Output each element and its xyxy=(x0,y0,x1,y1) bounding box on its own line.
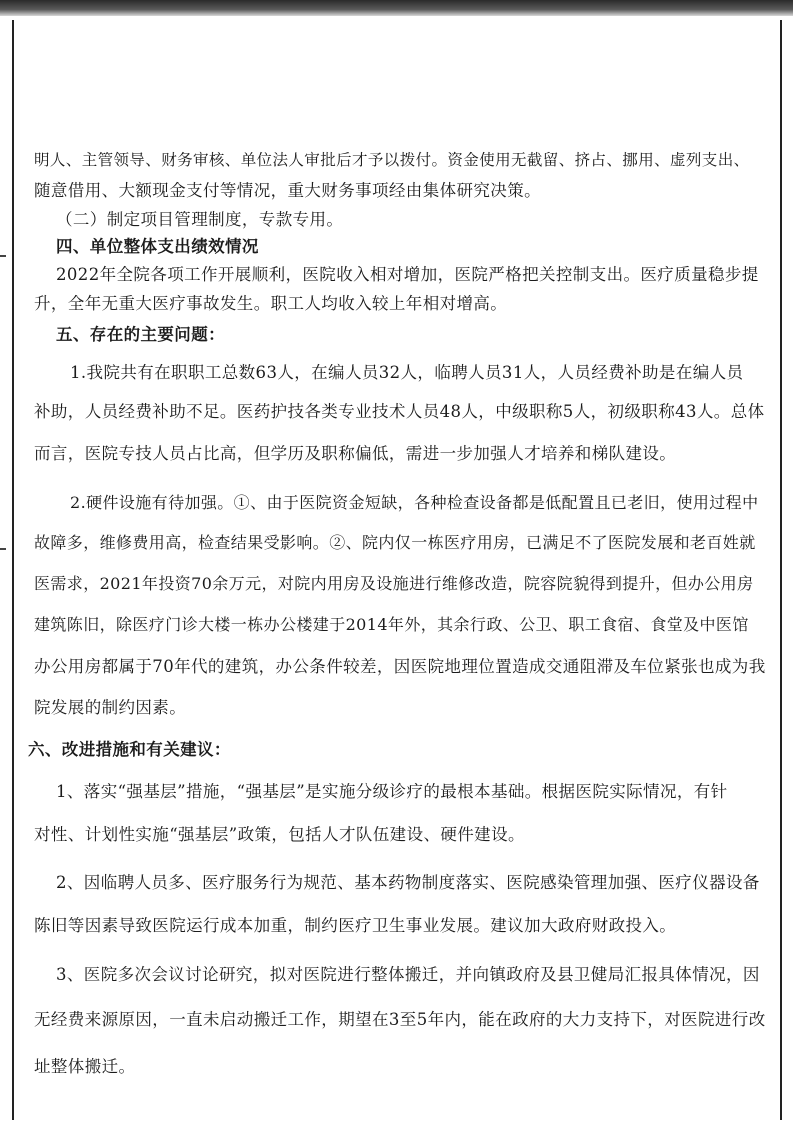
body-line: 补助，人员经费补助不足。医药护技各类专业技术人员48人，中级职称5人，初级职称43人。总体 xyxy=(34,402,765,421)
body-line: 办公用房都属于70年代的建筑，办公条件较差，因医院地理位置造成交通阻滞及车位紧张也成为我 xyxy=(34,657,766,676)
body-line: 3、医院多次会议讨论研究，拟对医院进行整体搬迁，并向镇政府及县卫健局汇报具体情况，因 xyxy=(56,965,760,984)
document-page xyxy=(12,20,782,1120)
body-line: 1.我院共有在职职工总数63人，在编人员32人，临聘人员31人，人员经费补助是在编人员 xyxy=(70,363,744,382)
body-line: 陈旧等因素导致医院运行成本加重，制约医疗卫生事业发展。建议加大政府财政投入。 xyxy=(34,916,677,935)
body-line: 故障多，维修费用高，检查结果受影响。②、院内仅一栋医疗用房，已满足不了医院发展和老百姓就 xyxy=(34,533,756,552)
body-line: 明人、主管领导、财务审核、单位法人审批后才予以拨付。资金使用无截留、挤占、挪用、虚列支出、 xyxy=(34,151,750,169)
margin-mark xyxy=(0,255,6,257)
body-line: 院发展的制约因素。 xyxy=(34,698,187,717)
body-line: 1、落实“强基层”措施，“强基层”是实施分级诊疗的最根本基础。根据医院实际情况，有针 xyxy=(56,782,728,801)
body-line: 升，全年无重大医疗事故发生。职工人均收入较上年相对增高。 xyxy=(34,294,508,313)
margin-mark xyxy=(0,548,6,550)
section-heading: 四、单位整体支出绩效情况 xyxy=(56,237,259,256)
scan-top-edge xyxy=(0,0,793,16)
body-line: 建筑陈旧，除医疗门诊大楼一栋办公楼建于2014年外，其余行政、公卫、职工食宿、食堂及中医馆 xyxy=(34,615,749,634)
section-heading: 六、改进措施和有关建议： xyxy=(28,740,231,759)
body-line: 医需求，2021年投资70余万元，对院内用房及设施进行维修改造，院容院貌得到提升，但办公用房 xyxy=(34,574,754,593)
body-line: 2022年全院各项工作开展顺利，医院收入相对增加，医院严格把关控制支出。医疗质量稳步提 xyxy=(56,265,759,284)
body-line: 址整体搬迁。 xyxy=(34,1057,136,1076)
body-line: 随意借用、大额现金支付等情况，重大财务事项经由集体研究决策。 xyxy=(34,181,541,200)
sub-heading: （二）制定项目管理制度，专款专用。 xyxy=(56,210,344,229)
section-heading: 五、存在的主要问题： xyxy=(56,325,225,344)
body-line: 2、因临聘人员多、医疗服务行为规范、基本药物制度落实、医院感染管理加强、医疗仪器设备 xyxy=(56,873,760,892)
body-line: 而言，医院专技人员占比高，但学历及职称偏低，需进一步加强人才培养和梯队建设。 xyxy=(34,444,677,463)
body-line: 对性、计划性实施“强基层”政策，包括人才队伍建设、硬件建设。 xyxy=(34,825,525,844)
body-line: 无经费来源原因，一直未启动搬迁工作，期望在3至5年内，能在政府的大力支持下，对医院进行改 xyxy=(34,1010,766,1029)
body-line: 2.硬件设施有待加强。①、由于医院资金短缺，各种检查设备都是低配置且已老旧，使用过程中 xyxy=(70,493,759,512)
